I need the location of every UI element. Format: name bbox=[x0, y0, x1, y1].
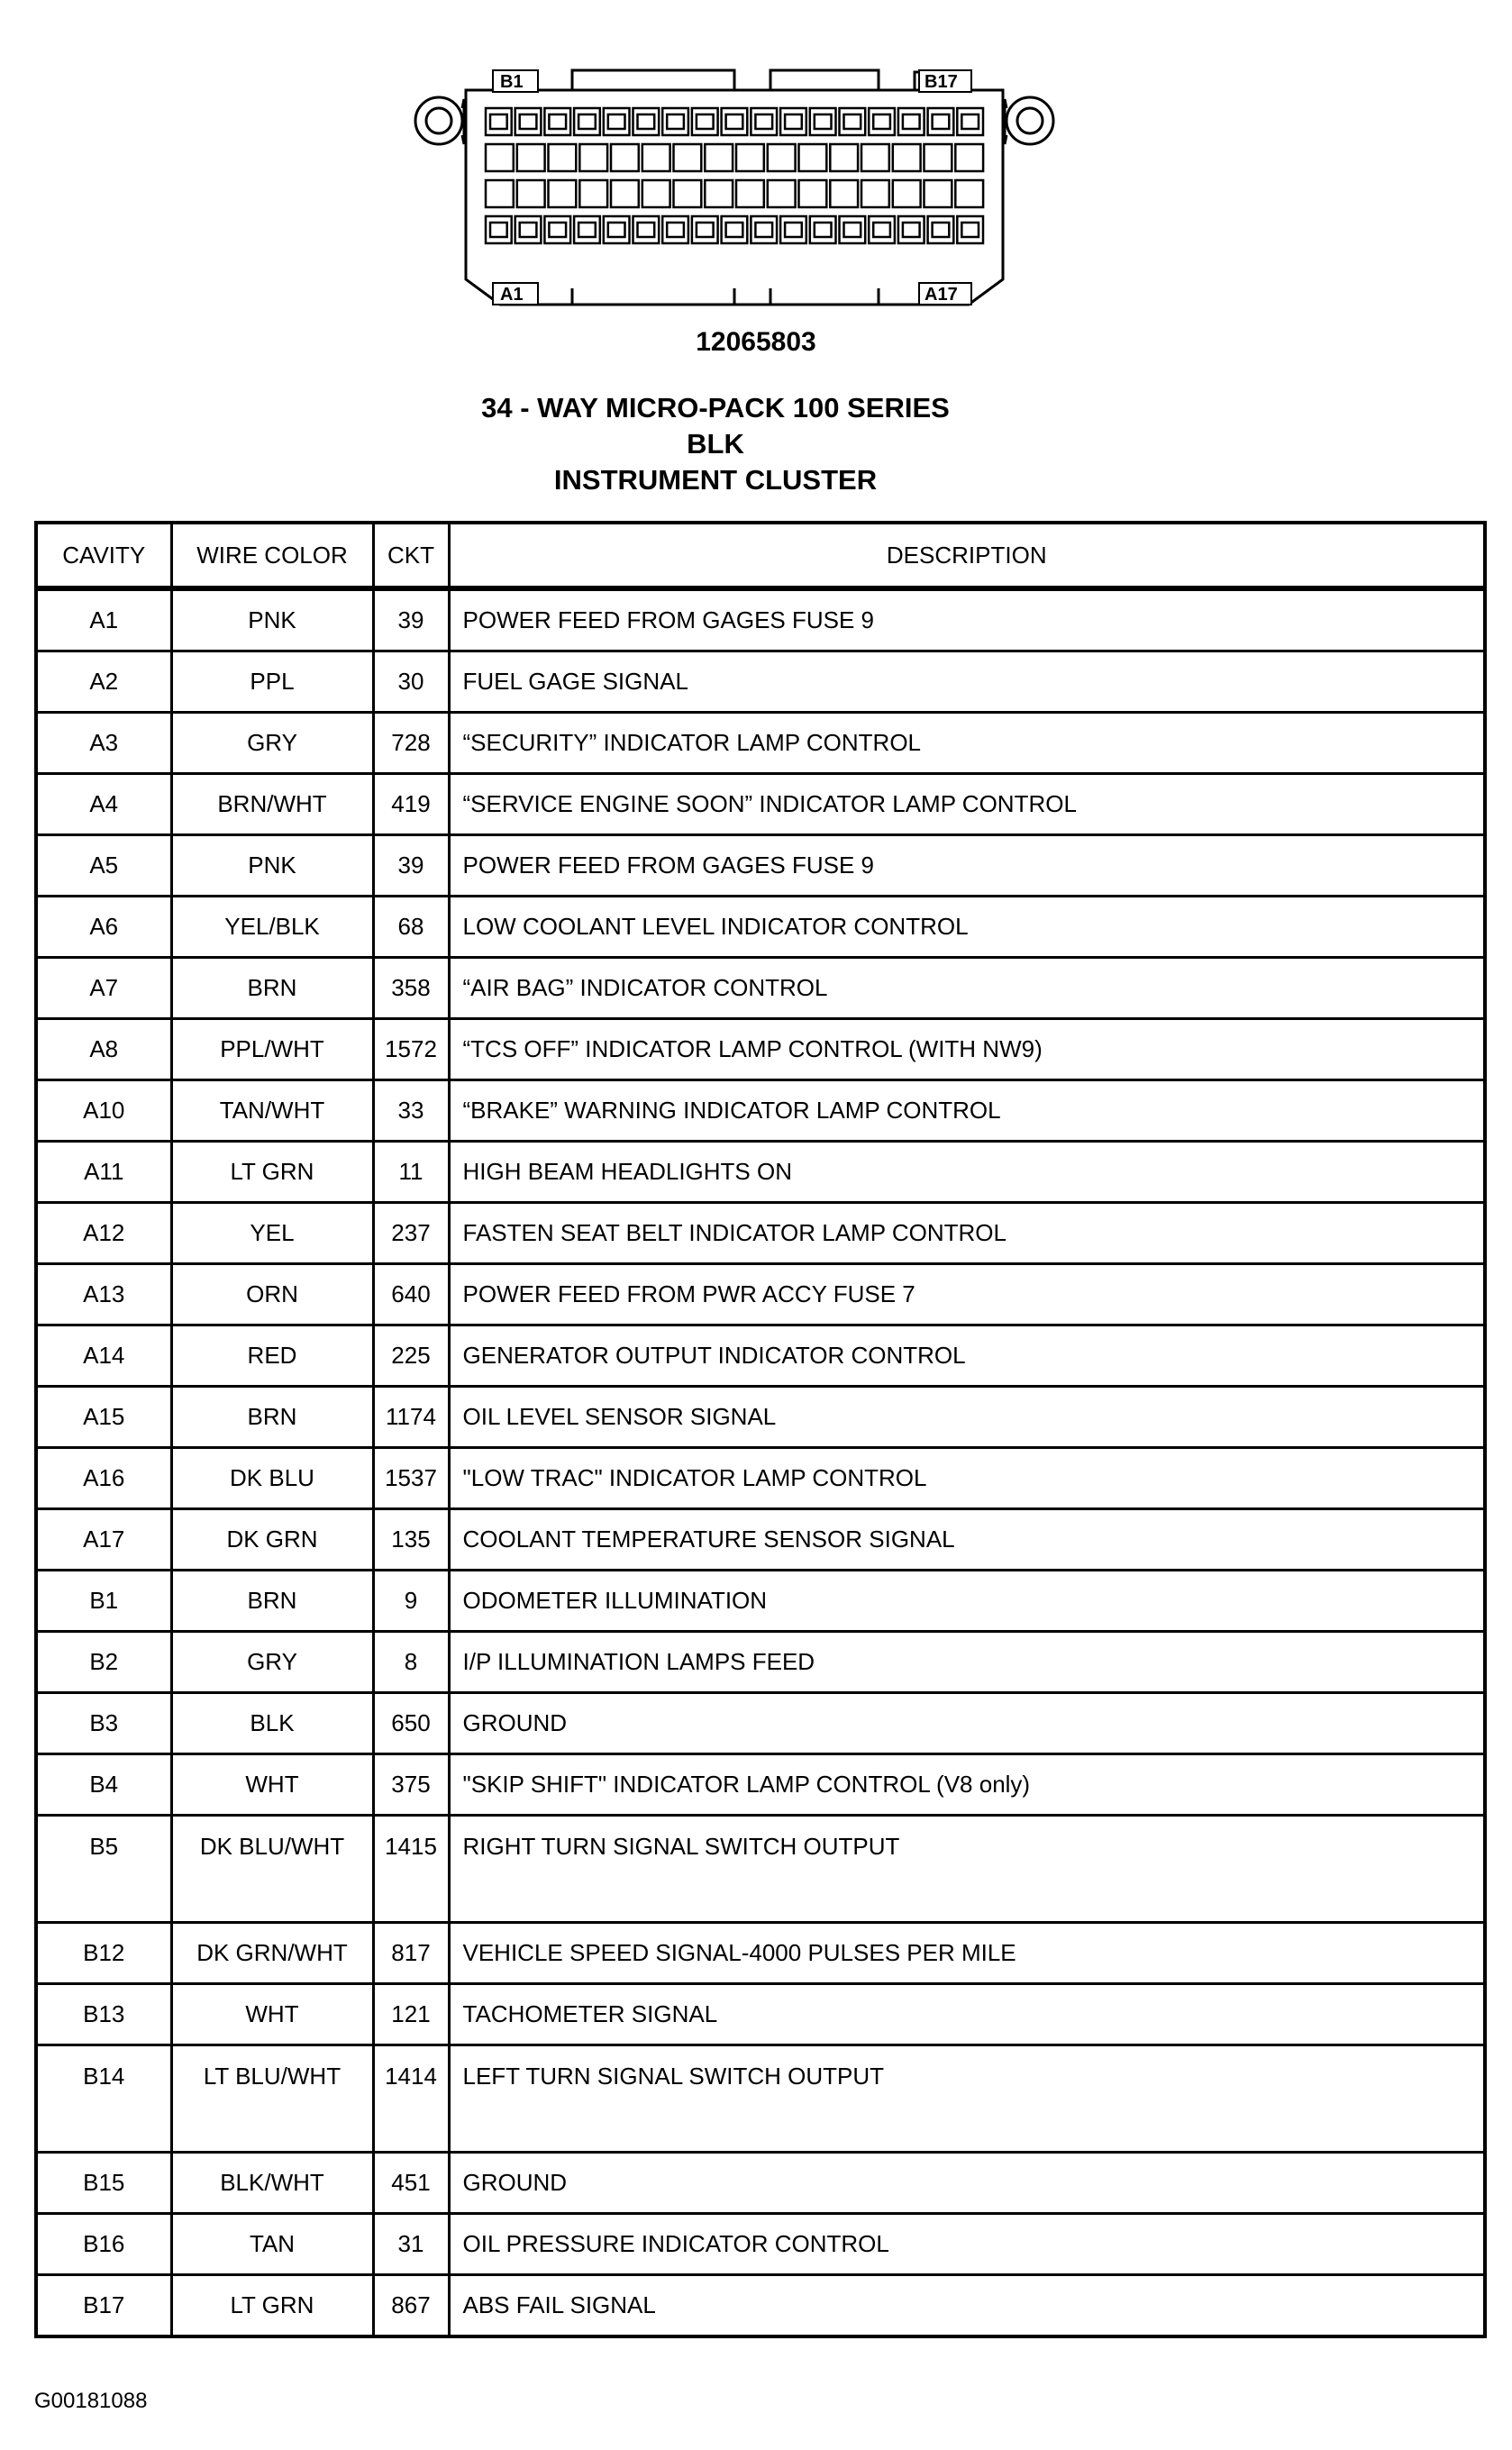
cavity-cell: B3 bbox=[36, 1693, 171, 1754]
cavity-cell: B14 bbox=[36, 2045, 171, 2153]
connector-terminal bbox=[844, 223, 861, 237]
mounting-ear-left-hole bbox=[426, 108, 451, 133]
wire-color-cell: LT GRN bbox=[171, 2275, 373, 2337]
ckt-cell: 1174 bbox=[373, 1387, 449, 1448]
description-cell: FASTEN SEAT BELT INDICATOR LAMP CONTROL bbox=[449, 1203, 1485, 1264]
cavity-cell: B13 bbox=[36, 1984, 171, 2045]
connector-terminal bbox=[873, 114, 890, 129]
connector-terminal bbox=[608, 223, 625, 237]
description-cell: ODOMETER ILLUMINATION bbox=[449, 1571, 1485, 1632]
description-cell: COOLANT TEMPERATURE SENSOR SIGNAL bbox=[449, 1509, 1485, 1571]
wire-color-cell: YEL bbox=[171, 1203, 373, 1264]
description-cell: "LOW TRAC" INDICATOR LAMP CONTROL bbox=[449, 1448, 1485, 1509]
wire-color-cell: TAN bbox=[171, 2214, 373, 2275]
description-cell: “SECURITY” INDICATOR LAMP CONTROL bbox=[449, 713, 1485, 774]
table-row bbox=[36, 1509, 1485, 1571]
table-row bbox=[36, 1984, 1485, 2045]
table-header-row bbox=[36, 523, 1485, 588]
ckt-cell: 1572 bbox=[373, 1019, 449, 1080]
mounting-ear-left bbox=[415, 97, 462, 144]
cavity-cell: A1 bbox=[36, 588, 171, 651]
connector-cavity bbox=[736, 144, 764, 171]
table-row bbox=[36, 774, 1485, 835]
wire-color-cell: PPL/WHT bbox=[171, 1019, 373, 1080]
pin-label-b1: B1 bbox=[500, 72, 524, 92]
description-cell: “TCS OFF” INDICATOR LAMP CONTROL (WITH NW9) bbox=[449, 1019, 1485, 1080]
wire-color-cell: BRN/WHT bbox=[171, 774, 373, 835]
connector-cavity bbox=[674, 144, 702, 171]
connector-terminal bbox=[815, 114, 832, 129]
cavity-cell: A16 bbox=[36, 1448, 171, 1509]
cavity-cell: A10 bbox=[36, 1080, 171, 1142]
wire-color-cell: BLK/WHT bbox=[171, 2153, 373, 2214]
table-row bbox=[36, 1019, 1485, 1080]
wire-color-cell: BRN bbox=[171, 1571, 373, 1632]
cavity-cell: A6 bbox=[36, 897, 171, 958]
connector-terminal bbox=[667, 223, 684, 237]
connector-terminal bbox=[815, 223, 832, 237]
connector-cavity bbox=[517, 180, 545, 207]
connector-terminal bbox=[755, 223, 772, 237]
cavity-cell: B4 bbox=[36, 1754, 171, 1816]
table-row bbox=[36, 958, 1485, 1019]
wire-color-cell: RED bbox=[171, 1325, 373, 1387]
cavity-cell: A4 bbox=[36, 774, 171, 835]
connector-cavity bbox=[861, 180, 889, 207]
cavity-cell: A13 bbox=[36, 1264, 171, 1325]
wire-color-cell: BLK bbox=[171, 1693, 373, 1754]
table-row bbox=[36, 588, 1485, 651]
connector-cavity bbox=[642, 144, 670, 171]
cavity-cell: A8 bbox=[36, 1019, 171, 1080]
table-row bbox=[36, 1387, 1485, 1448]
connector-cavity bbox=[611, 180, 639, 207]
table-row bbox=[36, 2153, 1485, 2214]
connector-terminal bbox=[844, 114, 861, 129]
ckt-cell: 1537 bbox=[373, 1448, 449, 1509]
pin-label-a17: A17 bbox=[925, 285, 958, 305]
wire-color-cell: LT GRN bbox=[171, 1142, 373, 1203]
connector-terminal bbox=[549, 223, 566, 237]
connector-cavity bbox=[705, 180, 733, 207]
connector-terminal bbox=[961, 114, 979, 129]
connector-terminal bbox=[726, 223, 743, 237]
connector-cavity bbox=[768, 144, 796, 171]
connector-cavity bbox=[830, 180, 858, 207]
table-row bbox=[36, 1264, 1485, 1325]
header-wire-color: WIRE COLOR bbox=[171, 523, 373, 588]
ckt-cell: 451 bbox=[373, 2153, 449, 2214]
connector-terminal bbox=[903, 223, 920, 237]
description-cell: OIL LEVEL SENSOR SIGNAL bbox=[449, 1387, 1485, 1448]
cavity-cell: A15 bbox=[36, 1387, 171, 1448]
connector-terminal bbox=[785, 114, 802, 129]
connector-terminal bbox=[697, 114, 714, 129]
cavity-cell: A11 bbox=[36, 1142, 171, 1203]
connector-cavity bbox=[955, 144, 983, 171]
connector-cavity bbox=[799, 180, 827, 207]
wire-color-cell: ORN bbox=[171, 1264, 373, 1325]
table-row bbox=[36, 897, 1485, 958]
connector-terminal bbox=[520, 223, 537, 237]
ckt-cell: 419 bbox=[373, 774, 449, 835]
ckt-cell: 375 bbox=[373, 1754, 449, 1816]
connector-cavity bbox=[579, 180, 607, 207]
description-cell: HIGH BEAM HEADLIGHTS ON bbox=[449, 1142, 1485, 1203]
cavity-cell: A14 bbox=[36, 1325, 171, 1387]
table-row bbox=[36, 2275, 1485, 2337]
pin-label-b17: B17 bbox=[925, 72, 958, 92]
wire-color-cell: PNK bbox=[171, 588, 373, 651]
table-row bbox=[36, 651, 1485, 713]
description-cell: VEHICLE SPEED SIGNAL-4000 PULSES PER MILE bbox=[449, 1923, 1485, 1984]
connector-terminal bbox=[785, 223, 802, 237]
cavity-cell: B16 bbox=[36, 2214, 171, 2275]
connector-cavity bbox=[674, 180, 702, 207]
connector-terminal bbox=[903, 114, 920, 129]
wire-color-cell: BRN bbox=[171, 1387, 373, 1448]
description-cell: GENERATOR OUTPUT INDICATOR CONTROL bbox=[449, 1325, 1485, 1387]
ckt-cell: 68 bbox=[373, 897, 449, 958]
ckt-cell: 39 bbox=[373, 835, 449, 897]
ckt-cell: 237 bbox=[373, 1203, 449, 1264]
description-cell: FUEL GAGE SIGNAL bbox=[449, 651, 1485, 713]
connector-terminal bbox=[667, 114, 684, 129]
connector-cavity bbox=[925, 144, 952, 171]
cavity-cell: B1 bbox=[36, 1571, 171, 1632]
part-number: 12065803 bbox=[696, 327, 816, 357]
description-cell: LEFT TURN SIGNAL SWITCH OUTPUT bbox=[449, 2045, 1485, 2153]
table-row bbox=[36, 1325, 1485, 1387]
connector-terminal bbox=[578, 114, 596, 129]
header-ckt: CKT bbox=[373, 523, 449, 588]
figure-code: G00181088 bbox=[34, 2389, 148, 2413]
pin-label-a1: A1 bbox=[500, 285, 524, 305]
wire-color-cell: WHT bbox=[171, 1754, 373, 1816]
description-cell: RIGHT TURN SIGNAL SWITCH OUTPUT bbox=[449, 1816, 1485, 1923]
connector-cavity bbox=[705, 144, 733, 171]
table-row bbox=[36, 2045, 1485, 2153]
ckt-cell: 225 bbox=[373, 1325, 449, 1387]
description-cell: TACHOMETER SIGNAL bbox=[449, 1984, 1485, 2045]
ckt-cell: 135 bbox=[373, 1509, 449, 1571]
wire-color-cell: YEL/BLK bbox=[171, 897, 373, 958]
ckt-cell: 11 bbox=[373, 1142, 449, 1203]
cavity-cell: B17 bbox=[36, 2275, 171, 2337]
connector-cavity bbox=[549, 144, 577, 171]
wire-color-cell: PNK bbox=[171, 835, 373, 897]
connector-terminal bbox=[520, 114, 537, 129]
cavity-cell: A12 bbox=[36, 1203, 171, 1264]
description-cell: “AIR BAG” INDICATOR CONTROL bbox=[449, 958, 1485, 1019]
ckt-cell: 39 bbox=[373, 588, 449, 651]
table-row bbox=[36, 1448, 1485, 1509]
table-row bbox=[36, 1693, 1485, 1754]
cavity-cell: A17 bbox=[36, 1509, 171, 1571]
connector-component: INSTRUMENT CLUSTER bbox=[553, 464, 878, 496]
table-row bbox=[36, 1571, 1485, 1632]
connector-terminal bbox=[549, 114, 566, 129]
connector-cavity bbox=[893, 144, 921, 171]
wire-color-cell: GRY bbox=[171, 1632, 373, 1693]
description-cell: POWER FEED FROM GAGES FUSE 9 bbox=[449, 588, 1485, 651]
mounting-ear-right bbox=[1006, 97, 1053, 144]
connector-terminal bbox=[578, 223, 596, 237]
connector-cavity bbox=[955, 180, 983, 207]
connector-body bbox=[466, 90, 1003, 305]
connector-cavity bbox=[799, 144, 827, 171]
mounting-ear-right-hole bbox=[1017, 108, 1043, 133]
wire-color-cell: TAN/WHT bbox=[171, 1080, 373, 1142]
ckt-cell: 121 bbox=[373, 1984, 449, 2045]
ckt-cell: 728 bbox=[373, 713, 449, 774]
ckt-cell: 1414 bbox=[373, 2045, 449, 2153]
connector-title: 34 - WAY MICRO-PACK 100 SERIES bbox=[481, 392, 950, 424]
connector-terminal bbox=[726, 114, 743, 129]
header-description: DESCRIPTION bbox=[449, 523, 1485, 588]
connector-terminal bbox=[638, 114, 655, 129]
connector-terminal bbox=[755, 114, 772, 129]
cavity-cell: A5 bbox=[36, 835, 171, 897]
wire-color-cell: WHT bbox=[171, 1984, 373, 2045]
table-row bbox=[36, 1632, 1485, 1693]
connector-cavity bbox=[486, 144, 514, 171]
wire-color-cell: DK GRN bbox=[171, 1509, 373, 1571]
ckt-cell: 867 bbox=[373, 2275, 449, 2337]
wire-color-cell: BRN bbox=[171, 958, 373, 1019]
connector-cavity bbox=[830, 144, 858, 171]
table-row bbox=[36, 713, 1485, 774]
ckt-cell: 8 bbox=[373, 1632, 449, 1693]
pinout-table-body bbox=[36, 588, 1485, 2336]
connector-terminal bbox=[638, 223, 655, 237]
wire-color-cell: GRY bbox=[171, 713, 373, 774]
ckt-cell: 650 bbox=[373, 1693, 449, 1754]
connector-terminal bbox=[697, 223, 714, 237]
connector-terminal bbox=[490, 114, 507, 129]
cavity-cell: A7 bbox=[36, 958, 171, 1019]
table-row bbox=[36, 1923, 1485, 1984]
description-cell: OIL PRESSURE INDICATOR CONTROL bbox=[449, 2214, 1485, 2275]
connector-cavity bbox=[768, 180, 796, 207]
cavity-cell: B15 bbox=[36, 2153, 171, 2214]
connector-cavity bbox=[486, 180, 514, 207]
cavity-cell: B5 bbox=[36, 1816, 171, 1923]
table-row bbox=[36, 1203, 1485, 1264]
connector-cavity bbox=[893, 180, 921, 207]
description-cell: GROUND bbox=[449, 2153, 1485, 2214]
ckt-cell: 31 bbox=[373, 2214, 449, 2275]
wire-color-cell: PPL bbox=[171, 651, 373, 713]
ckt-cell: 640 bbox=[373, 1264, 449, 1325]
cavity-cell: B12 bbox=[36, 1923, 171, 1984]
wire-color-cell: DK BLU/WHT bbox=[171, 1816, 373, 1923]
connector-cavity bbox=[861, 144, 889, 171]
cavity-cell: B2 bbox=[36, 1632, 171, 1693]
wire-color-cell: LT BLU/WHT bbox=[171, 2045, 373, 2153]
description-cell: “BRAKE” WARNING INDICATOR LAMP CONTROL bbox=[449, 1080, 1485, 1142]
table-row bbox=[36, 1142, 1485, 1203]
cavity-rows bbox=[486, 108, 983, 243]
description-cell: "SKIP SHIFT" INDICATOR LAMP CONTROL (V8 only) bbox=[449, 1754, 1485, 1816]
table-row bbox=[36, 1754, 1485, 1816]
description-cell: GROUND bbox=[449, 1693, 1485, 1754]
ckt-cell: 1415 bbox=[373, 1816, 449, 1923]
pinout-table bbox=[34, 521, 1487, 2338]
connector-terminal bbox=[490, 223, 507, 237]
description-cell: I/P ILLUMINATION LAMPS FEED bbox=[449, 1632, 1485, 1693]
connector-terminal bbox=[961, 223, 979, 237]
header-cavity: CAVITY bbox=[36, 523, 171, 588]
connector-cavity bbox=[736, 180, 764, 207]
connector-cavity bbox=[579, 144, 607, 171]
connector-terminal bbox=[873, 223, 890, 237]
connector-color: BLK bbox=[687, 428, 744, 460]
connector-cavity bbox=[611, 144, 639, 171]
connector-terminal bbox=[608, 114, 625, 129]
cavity-cell: A3 bbox=[36, 713, 171, 774]
description-cell: POWER FEED FROM GAGES FUSE 9 bbox=[449, 835, 1485, 897]
table-row bbox=[36, 2214, 1485, 2275]
table-row bbox=[36, 835, 1485, 897]
table-row bbox=[36, 1080, 1485, 1142]
ckt-cell: 33 bbox=[373, 1080, 449, 1142]
connector-face-diagram bbox=[410, 63, 1059, 306]
connector-terminal bbox=[933, 114, 950, 129]
cavity-cell: A2 bbox=[36, 651, 171, 713]
connector-cavity bbox=[925, 180, 952, 207]
connector-terminal bbox=[933, 223, 950, 237]
description-cell: ABS FAIL SIGNAL bbox=[449, 2275, 1485, 2337]
description-cell: “SERVICE ENGINE SOON” INDICATOR LAMP CONTROL bbox=[449, 774, 1485, 835]
ckt-cell: 30 bbox=[373, 651, 449, 713]
wire-color-cell: DK GRN/WHT bbox=[171, 1923, 373, 1984]
ckt-cell: 9 bbox=[373, 1571, 449, 1632]
connector-cavity bbox=[517, 144, 545, 171]
description-cell: LOW COOLANT LEVEL INDICATOR CONTROL bbox=[449, 897, 1485, 958]
connector-cavity bbox=[549, 180, 577, 207]
table-row bbox=[36, 1816, 1485, 1923]
ckt-cell: 817 bbox=[373, 1923, 449, 1984]
wire-color-cell: DK BLU bbox=[171, 1448, 373, 1509]
ckt-cell: 358 bbox=[373, 958, 449, 1019]
connector-cavity bbox=[642, 180, 670, 207]
description-cell: POWER FEED FROM PWR ACCY FUSE 7 bbox=[449, 1264, 1485, 1325]
